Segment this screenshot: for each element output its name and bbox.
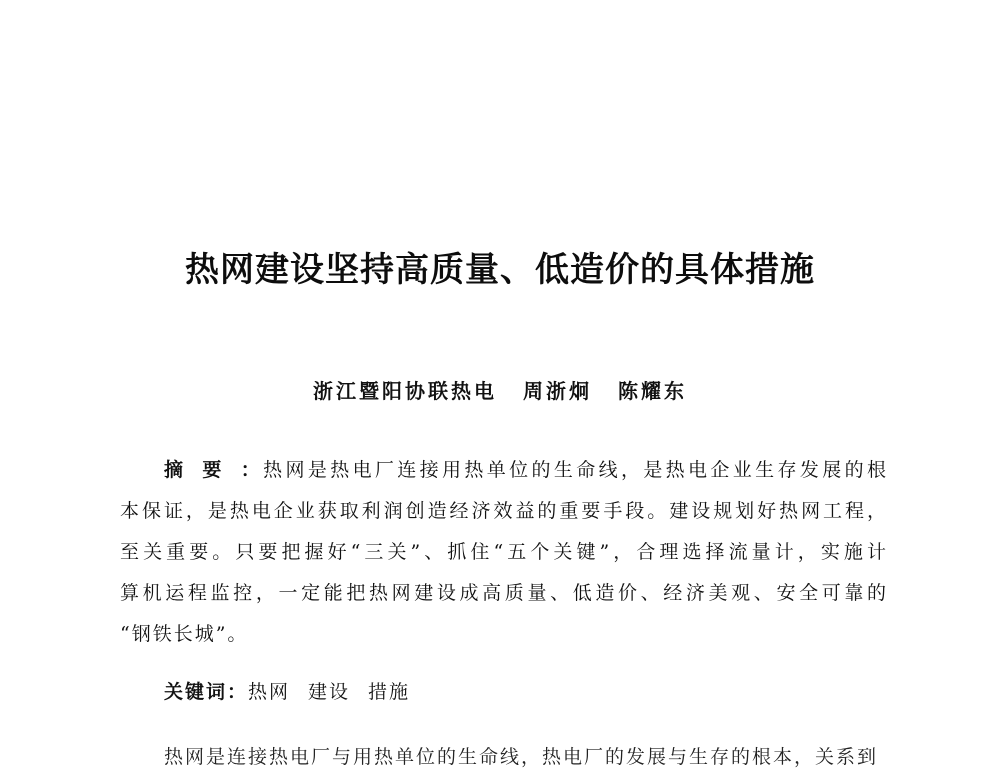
body-first-line: 热网是连接热电厂与用热单位的生命线，热电厂的发展与生存的根本，关系到 [164, 746, 879, 768]
keywords-label: 关键词： [164, 681, 249, 703]
abstract-label: 摘要 [164, 459, 241, 481]
author-1: 周浙炯 [523, 379, 592, 403]
abstract-colon: ： [240, 459, 264, 481]
abstract-line-3: 至关重要。只要把握好“三关”、抓住“五个关键”，合理选择流量计，实施计 [120, 541, 888, 563]
author-2: 陈耀东 [618, 379, 687, 403]
abstract-line-5: “钢铁长城”。 [120, 623, 249, 645]
keywords [164, 677, 428, 704]
abstract [120, 450, 888, 655]
abstract-text-1: 热网是热电厂连接用热单位的生命线，是热电企业生存发展的根 [263, 459, 888, 481]
abstract-line-4: 算机运程监控，一定能把热网建设成高质量、低造价、经济美观、安全可靠的 [120, 582, 888, 604]
paper-title: 热网建设坚持高质量、低造价的具体措施 [185, 250, 815, 290]
keyword: 建设 [308, 681, 351, 703]
byline [0, 375, 1000, 404]
keyword: 热网 [248, 681, 291, 703]
affiliation: 浙江暨阳协联热电 [313, 379, 497, 403]
keyword: 措施 [368, 681, 411, 703]
abstract-line-2: 本保证，是热电企业获取利润创造经济效益的重要手段。建设规划好热网工程， [120, 500, 888, 522]
abstract-line-1 [120, 450, 888, 491]
